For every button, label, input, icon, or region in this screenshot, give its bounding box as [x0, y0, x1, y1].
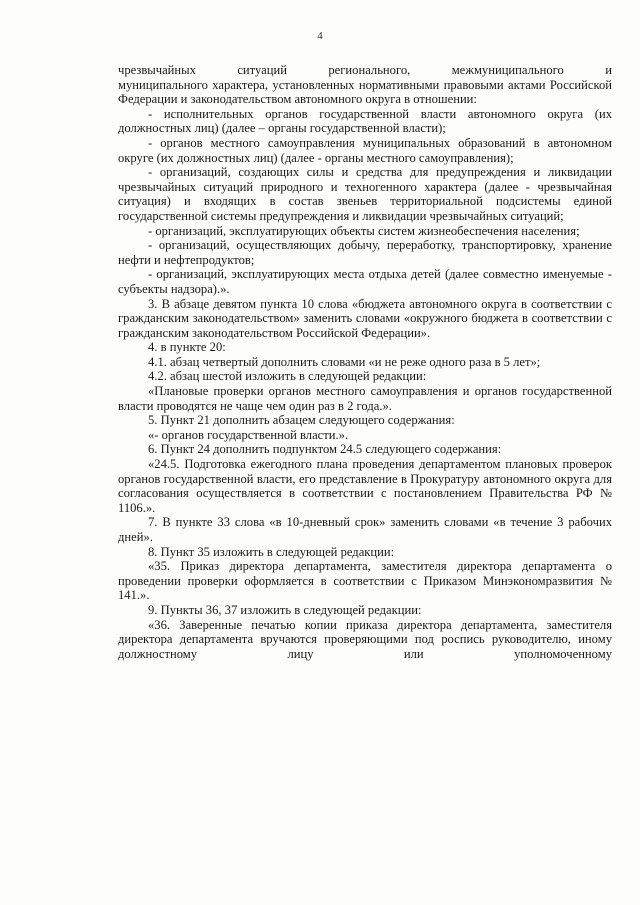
paragraph-20: «35. Приказ директора департамента, заместителя директора департамента о проведении проверки оформляется в соответствии с Приказом Минэкономразвития № 141.».	[118, 559, 612, 603]
paragraph-9: 3. В абзаце девятом пункта 10 слова «бюджета автономного округа в соответствии с гражданским законодательством» заменить словами «окружного бюджета в соответствии с гражданским законодательством Российской Федерации».	[118, 296, 612, 340]
paragraph-1: чрезвычайных ситуаций регионального, межмуниципального и	[118, 63, 612, 77]
paragraph-16: 6. Пункт 24 дополнить подпунктом 24.5 следующего содержания:	[148, 442, 502, 457]
paragraph-13: «Плановые проверки органов местного самоуправления и органов государственной власти проводятся не чаще чем один раз в 2 года.».	[118, 384, 612, 413]
paragraph-5: - организаций, создающих силы и средства для предупреждения и ликвидации чрезвычайных ситуаций природного и техногенного характера (далее - чрезвычайная ситуация) и входящих в состав звеньев территориальной подсистемы единой государственной системы предупреждения и ликвидации чрезвычайных ситуаций;	[118, 165, 612, 223]
paragraph-3: - исполнительных органов государственной власти автономного округа (их должностных лиц) (далее – органы государственной власти);	[118, 106, 612, 136]
paragraph-21: 9. Пункты 36, 37 изложить в следующей редакции:	[148, 602, 422, 617]
paragraph-10: 4. в пункте 20:	[148, 340, 226, 355]
page-number: 4	[317, 30, 323, 42]
paragraph-19: 8. Пункт 35 изложить в следующей редакции:	[148, 544, 395, 559]
paragraph-6: - организаций, эксплуатирующих объекты систем жизнеобеспечения населения;	[148, 223, 580, 238]
document-body	[118, 63, 612, 661]
paragraph-8: - организаций, эксплуатирующих места отдыха детей (далее совместно именуемые - субъекты надзора).».	[118, 267, 612, 296]
paragraph-22: «36. Заверенные печатью копии приказа директора департамента, заместителя директора департамента вручаются проверяющими под роспись руководителю, иному должностному лицу или уполномоченному	[118, 617, 612, 661]
paragraph-7: - организаций, осуществляющих добычу, переработку, транспортировку, хранение нефти и нефтепродуктов;	[118, 238, 612, 267]
paragraph-4: - органов местного самоуправления муниципальных образований в автономном округе (их должностных лиц) (далее - органы местного самоуправления);	[118, 135, 612, 165]
paragraph-15: «- органов государственной власти.».	[148, 427, 349, 442]
paragraph-11: 4.1. абзац четвертый дополнить словами «и не реже одного раза в 5 лет»;	[148, 354, 541, 369]
paragraph-14: 5. Пункт 21 дополнить абзацем следующего содержания:	[148, 413, 455, 428]
paragraph-2: муниципального характера, установленных нормативными правовыми актами Российской Федерации и законодательством автономного округа в отношении:	[118, 77, 612, 107]
paragraph-18: 7. В пункте 33 слова «в 10-дневный срок» заменить словами «в течение 3 рабочих дней».	[118, 515, 612, 544]
paragraph-12: 4.2. абзац шестой изложить в следующей редакции:	[148, 369, 427, 384]
paragraph-17: «24.5. Подготовка ежегодного плана проведения департаментом плановых проверок органов государственной власти, его представление в Прокуратуру автономного округа для согласования осуществляется в соответствии с постановлением Правительства РФ № 1106.».	[118, 457, 612, 515]
